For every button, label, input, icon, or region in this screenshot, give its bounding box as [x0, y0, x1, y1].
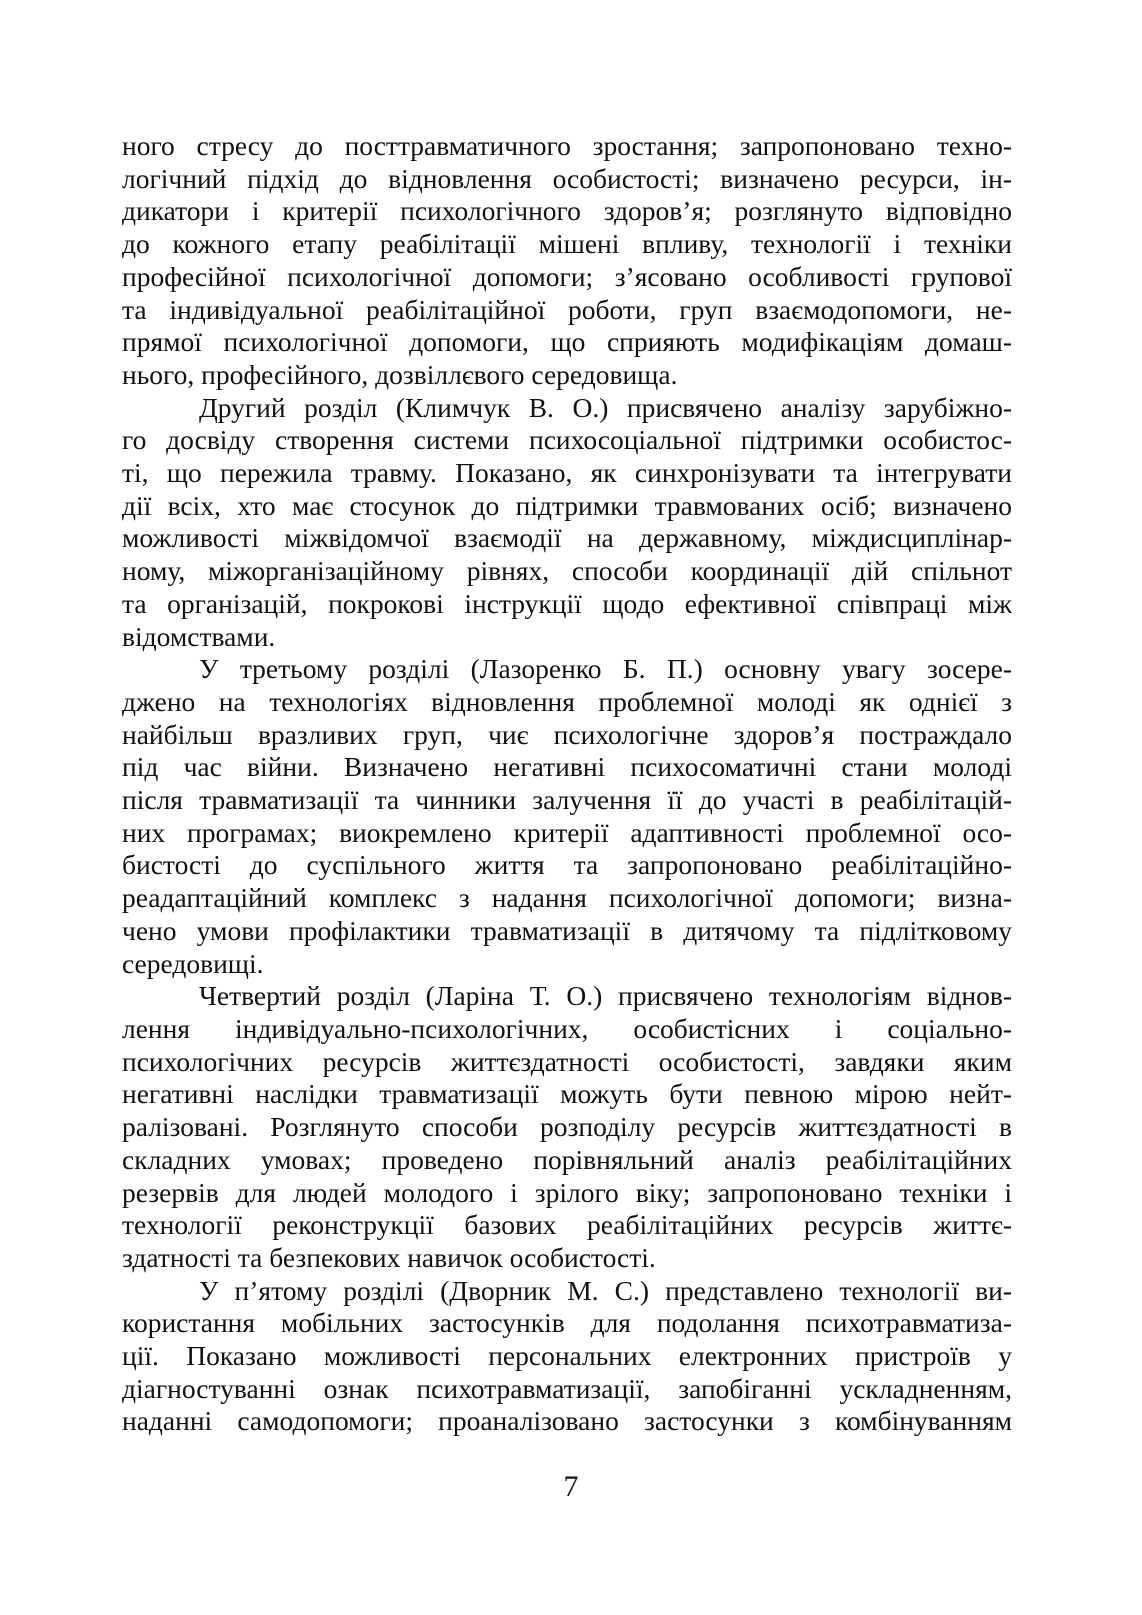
- text-line: ті, що пережила травму. Показано, як синхронізувати та інтегрувати: [122, 457, 1012, 489]
- text-line: наданні самодопомоги; проаналізовано застосунки з комбінуванням: [122, 1405, 1012, 1437]
- text-line: здатності та безпекових навичок особистості.: [122, 1241, 656, 1273]
- text-line: та індивідуальної реабілітаційної роботи, груп взаємодопомоги, не-: [122, 293, 1012, 325]
- text-line: користання мобільних застосунків для подолання психотравматиза-: [122, 1307, 1012, 1339]
- text-line: ралізовані. Розглянуто способи розподілу ресурсів життєздатності в: [122, 1111, 1012, 1143]
- text-line: складних умовах; проведено порівняльний аналіз реабілітаційних: [122, 1143, 1012, 1175]
- page-body: [122, 130, 1012, 1438]
- text-line: нього, професійного, дозвіллєвого середовища.: [122, 358, 678, 390]
- text-line: після травматизації та чинники залучення її до участі в реабілітацій-: [122, 784, 1012, 816]
- paragraph: [122, 1275, 1012, 1439]
- text-line: прямої психологічної допомоги, що сприяють модифікаціям домаш-: [122, 326, 1012, 358]
- text-line: дикатори і критерії психологічного здоров’я; розглянуто відповідно: [122, 195, 1012, 227]
- text-line: У третьому розділі (Лазоренко Б. П.) основну увагу зосере-: [199, 653, 1012, 685]
- text-line: ного стресу до посттравматичного зростання; запропоновано техно-: [122, 130, 1012, 161]
- text-line: середовищі.: [122, 947, 264, 979]
- text-line: бистості до суспільного життя та запропоновано реабілітаційно-: [122, 849, 1012, 881]
- text-line: можливості міжвідомчої взаємодії на державному, міждисциплінар-: [122, 522, 1012, 554]
- text-line: дії всіх, хто має стосунок до підтримки травмованих осіб; визначено: [122, 489, 1012, 521]
- text-line: ному, міжорганізаційному рівнях, способи координації дій спільнот: [122, 555, 1012, 587]
- text-line: джено на технологіях відновлення проблемної молоді як однієї з: [122, 685, 1012, 717]
- paragraph: [122, 653, 1012, 980]
- text-line: відомствами.: [122, 620, 276, 652]
- text-line: Другий розділ (Климчук В. О.) присвячено аналізу зарубіжно-: [199, 391, 1012, 423]
- text-line: та організацій, покрокові інструкції щодо ефективної співпраці між: [122, 587, 1012, 619]
- text-line: логічний підхід до відновлення особистості; визначено ресурси, ін-: [122, 162, 1012, 194]
- text-line: під час війни. Визначено негативні психосоматичні стани молоді: [122, 751, 1012, 783]
- paragraph: [122, 392, 1012, 654]
- text-line: діагностуванні ознак психотравматизації, запобіганні ускладненням,: [122, 1372, 1012, 1404]
- text-line: Четвертий розділ (Ларіна Т. О.) присвячено технологіям віднов-: [199, 980, 1012, 1012]
- text-line: негативні наслідки травматизації можуть бути певною мірою нейт-: [122, 1078, 1012, 1110]
- text-line: резервів для людей молодого і зрілого віку; запропоновано техніки і: [122, 1176, 1012, 1208]
- text-line: ції. Показано можливості персональних електронних пристроїв у: [122, 1340, 1012, 1372]
- text-line: лення індивідуально-психологічних, особистісних і соціально-: [122, 1012, 1012, 1044]
- text-line: найбільш вразливих груп, чиє психологічне здоров’я постраждало: [122, 718, 1012, 750]
- text-line: технології реконструкції базових реабілітаційних ресурсів життє-: [122, 1209, 1012, 1241]
- page-number: 7: [563, 1470, 579, 1503]
- text-line: психологічних ресурсів життєздатності особистості, завдяки яким: [122, 1045, 1012, 1077]
- text-line: реадаптаційний комплекс з надання психологічної допомоги; визна-: [122, 882, 1012, 914]
- paragraph: [122, 980, 1012, 1274]
- text-line: чено умови профілактики травматизації в дитячому та підлітковому: [122, 914, 1012, 946]
- text-line: професійної психологічної допомоги; з’ясовано особливості групової: [122, 260, 1012, 292]
- text-line: го досвіду створення системи психосоціальної підтримки особистос-: [122, 424, 1012, 456]
- text-line: до кожного етапу реабілітації мішені впливу, технології і техніки: [122, 228, 1012, 260]
- paragraph: [122, 130, 1012, 392]
- text-line: У п’ятому розділі (Дворник М. С.) представлено технології ви-: [199, 1274, 1012, 1306]
- text-line: них програмах; виокремлено критерії адаптивності проблемної осо-: [122, 816, 1012, 848]
